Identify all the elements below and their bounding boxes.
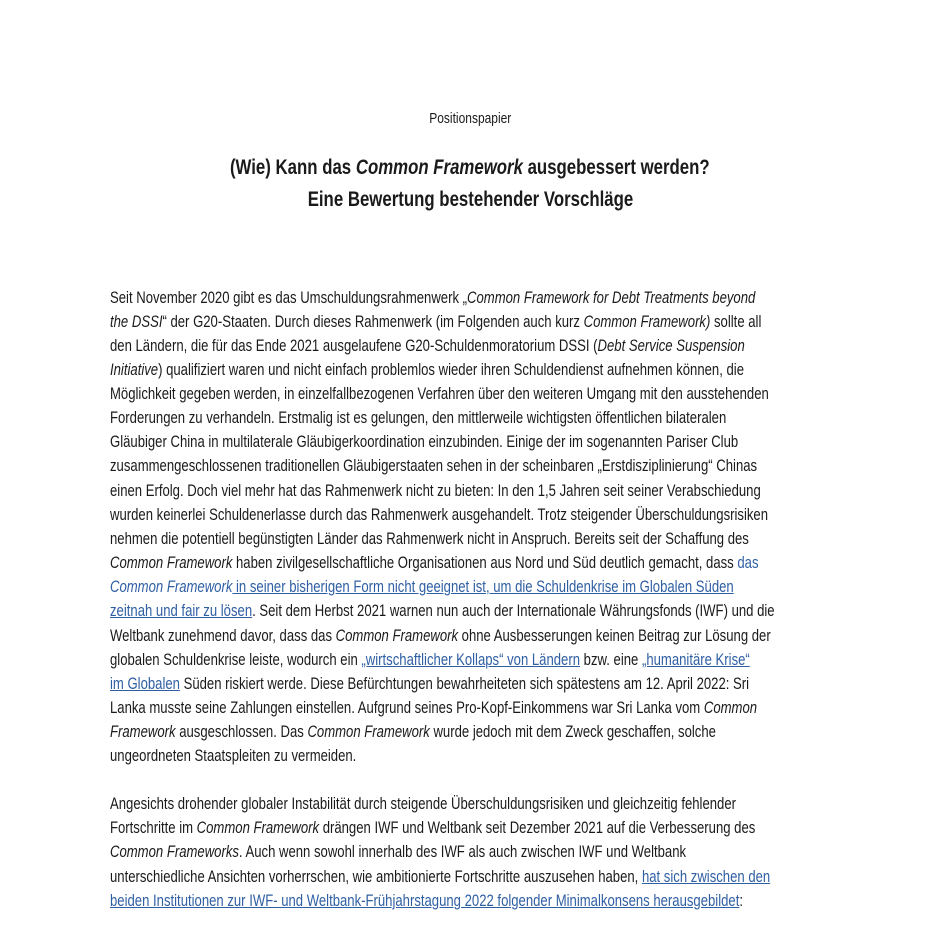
link-cso-assessment[interactable]: in seiner bisherigen Form nicht geeignet ist, um die Schuldenkrise im Globalen Süden bbox=[232, 577, 734, 596]
link-cso-assessment-italic[interactable]: Common Framework bbox=[110, 577, 233, 596]
link-humanitarian-crisis[interactable]: „humanitäre Krise“ bbox=[641, 650, 750, 669]
document-type-label: Positionspapier bbox=[428, 110, 512, 127]
document-subtitle: Eine Bewertung bestehender Vorschläge bbox=[307, 188, 633, 211]
link-cso-assessment-end[interactable]: zeitnah und fair zu lösen bbox=[110, 601, 253, 620]
link-minimal-consensus[interactable]: hat sich zwischen den bbox=[641, 867, 771, 886]
link-economic-collapse[interactable]: „wirtschaftlicher Kollaps“ von Ländern bbox=[361, 650, 581, 669]
link-humanitarian-crisis-end[interactable]: im Globalen bbox=[110, 674, 180, 693]
link-minimal-consensus-end[interactable]: beiden Institutionen zur IWF- und Weltbank-Frühjahrstagung 2022 folgender Minimalkonsens herausgebildet bbox=[110, 891, 740, 910]
document-page: Positionspapier (Wie) Kann das Common Framework ausgebessert werden? Eine Bewertung bestehender Vorschläge Seit November 2020 gibt es das Umschuldungsrahmenwerk „Common Framework for Debt Treatments beyond the DSSI“ der G20-Staaten. Durch dieses Rahmenwerk (im Folgenden auch kurz Common Framework) sollte all den Ländern, die für das Ende 2021 ausgelaufene G20-Schuldenmoratorium DSSI (Debt Service Suspension Initiative) qualifiziert waren und nicht einfach problemlos wieder ihren Schuldendienst aufnehmen können, die Möglichkeit gegeben werden, in einzelfallbezogenen Verfahren über den weiteren Umgang mit den ausstehenden Forderungen zu verhandeln. Erstmalig ist es gelungen, den mittlerweile wichtigsten öffentlichen bilateralen Gläubiger China in multilaterale Gläubigerkoordination einzubinden. Einige der im sogenannten Pariser Club zusammengeschlossenen traditionellen Gläubigerstaaten sehen in der scheinbaren „Erstdisziplinierung“ Chinas einen Erfolg. Doch viel mehr hat das Rahmenwerk nicht zu bieten: In den 1,5 Jahren seit seiner Verabschiedung wurden keinerlei Schuldenerlasse durch das Rahmenwerk ausgehandelt. Trotz steigender Überschuldungsrisiken nehmen die potentiell begünstigten Länder das Rahmenwerk nicht in Anspruch. Bereits seit der Schaffung des Common Framework haben zivilgesellschaftliche Organisationen aus Nord und Süd deutlich gemacht, dass das Common Framework in seiner bisherigen Form nicht geeignet ist, um die Schuldenkrise im Globalen Süden zeitnah und fair zu lösen. Seit dem Herbst 2021 warnen nun auch der Internationale Währungsfonds (IWF) und die Weltbank zunehmend davor, dass das Common Framework ohne Ausbesserungen keinen Beitrag zur Lösung der globalen Schuldenkrise leiste, wodurch ein „wirtschaftlicher Kollaps“ von Ländern bzw. eine „humanitäre Krise“ im Globalen Süden riskiert werde. Diese Befürchtungen bewahrheiteten sich spätestens am 12. April 2022: Sri Lanka musste seine Zahlungen einstellen. Aufgrund seines Pro-Kopf-Einkommens war Sri Lanka vom Common Framework ausgeschlossen. Das Common Framework wurde jedoch mit dem Zweck geschaffen, solche ungeordneten Staatspleiten zu vermeiden. Angesichts drohender globaler Instabilität durch steigende Überschuldungsrisiken und gleichzeitig fehlender Fortschritte im Common Framework drängen IWF und Weltbank seit Dezember 2021 auf die Verbesserung des Common Frameworks. Auch wenn sowohl innerhalb des IWF als auch zwischen IWF und Weltbank unterschiedliche Ansichten vorherrschen, wie ambitionierte Fortschritte auszusehen haben, hat sich zwischen den beiden Institutionen zur IWF- und Weltbank-Frühjahrstagung 2022 folgender Minimalkonsens herausgebildet: bbox=[0, 0, 940, 940]
document-title: (Wie) Kann das Common Framework ausgebessert werden? bbox=[230, 156, 710, 179]
link-cso-assessment-start[interactable]: das bbox=[737, 553, 759, 572]
